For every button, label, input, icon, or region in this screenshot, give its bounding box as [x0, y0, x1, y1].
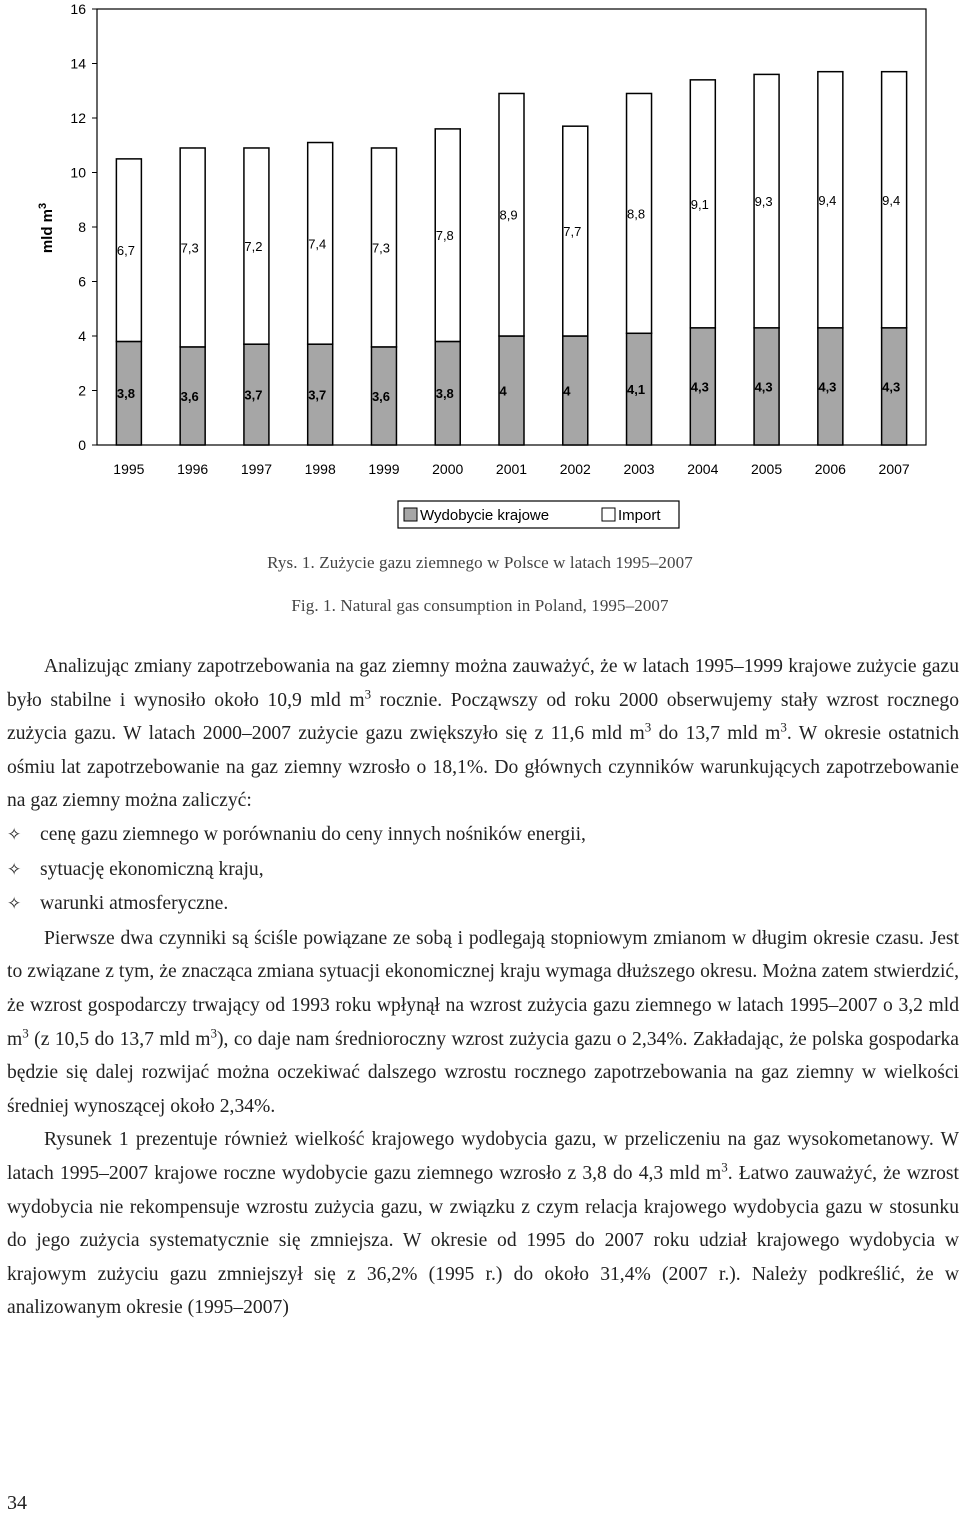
- y-tick-label: 2: [78, 382, 86, 399]
- data-label-domestic: 3,8: [435, 386, 454, 402]
- y-axis-title: [37, 203, 56, 253]
- data-label-domestic: 3,7: [308, 387, 327, 403]
- figure-caption-en: Fig. 1. Natural gas consumption in Poland, 1995–2007: [291, 596, 669, 615]
- p3-sup-1: 3: [721, 1159, 728, 1175]
- page-number: 34: [7, 1492, 27, 1514]
- y-axis-title-sup: 3: [37, 202, 49, 209]
- paragraph-1: [7, 650, 959, 818]
- bullet-item: [7, 818, 959, 853]
- bullet-item: [7, 887, 959, 922]
- bullet-text: cenę gazu ziemnego w porównaniu do ceny innych nośników energii,: [40, 823, 586, 845]
- data-label-import: 7,2: [244, 239, 263, 255]
- body-text: [7, 650, 959, 1325]
- y-tick-label: 0: [78, 437, 86, 453]
- data-label-domestic: 4,3: [690, 379, 709, 395]
- data-label-import: 7,3: [180, 240, 199, 256]
- bullet-star-icon: ✧: [7, 894, 22, 915]
- p1-sup-1: 3: [364, 686, 372, 702]
- data-label-domestic: 4,3: [882, 379, 901, 395]
- data-label-domestic: 3,7: [244, 387, 263, 403]
- y-tick-label: 14: [70, 55, 86, 72]
- y-tick-label: 6: [78, 273, 86, 290]
- gas-consumption-chart: [0, 0, 960, 540]
- p2-text-c: ), co daje nam średnioroczny wzrost zużycia gazu o 2,34%. Zakładając, że polska gospodarka będzie się dalej rozwijać można oczekiwać dalszego wzrostu rocznego zapotrzebowania na gaz ziemny w wielkości średniej wynoszącej około 2,34%.: [7, 1028, 959, 1117]
- data-label-import: 6,7: [116, 243, 135, 259]
- data-label-domestic: 4: [563, 383, 571, 399]
- data-label-domestic: 4: [499, 383, 507, 399]
- data-label-import: 9,4: [818, 192, 837, 208]
- p1-text-c: do 13,7 mld m: [651, 723, 781, 745]
- data-label-domestic: 4,3: [818, 379, 837, 395]
- x-tick-label: 1995: [113, 461, 145, 477]
- legend-label-import: Import: [618, 507, 661, 524]
- data-label-import: 9,4: [882, 192, 901, 208]
- bullet-text: sytuację ekonomiczną kraju,: [40, 858, 264, 880]
- y-tick-label: 4: [78, 328, 86, 344]
- legend-swatch-import: [602, 508, 615, 521]
- y-tick-label: 12: [70, 110, 86, 126]
- p2-text-b: (z 10,5 do 13,7 mld m: [28, 1028, 211, 1050]
- p2-sup-1: 3: [22, 1025, 29, 1040]
- data-label-domestic: 4,3: [754, 379, 773, 395]
- bullet-star-icon: ✧: [7, 859, 22, 880]
- data-label-domestic: 3,6: [180, 388, 199, 404]
- data-label-import: 8,9: [499, 207, 518, 223]
- y-tick-label: 16: [70, 1, 86, 17]
- data-label-import: 7,3: [371, 240, 391, 256]
- x-tick-label: 2000: [432, 461, 464, 477]
- x-tick-label: 2005: [750, 461, 783, 477]
- p3-text-b: . Łatwo zauważyć, że wzrost wydobycia nie rekompensuje wzrostu zużycia gazu, w związku z czym relacja krajowego wydobycia gazu w stosunku do jego zużycia systematycznie się zmniejsza. W okresie od 1995 do 2007 roku udział krajowego wydobycia w krajowym zużyciu gazu zmniejszył się z 36,2% (1995 r.) do około 31,4% (2007 r.). Należy podkreślić, że w analizowanym okresie (1995–2007): [7, 1162, 959, 1319]
- p1-text-d: . W okresie ostatnich ośmiu lat zapotrzebowanie na gaz ziemny wzrosło o 18,1%. Do głównych czynników warunkujących zapotrzebowanie na gaz ziemny można zaliczyć:: [7, 723, 960, 812]
- bullet-star-icon: ✧: [7, 824, 22, 845]
- x-tick-label: 2007: [878, 461, 910, 477]
- p2-text-a: Pierwsze dwa czynniki są ściśle powiązane ze sobą i podlegają stopniowym zmianom w długim okresie czasu. Jest to związane z tym, że znacząca zmiana sytuacji ekonomicznej kraju wymaga dłuższego okresu. Można zatem stwierdzić, że wzrost gospodarczy trwający od 1993 roku wpłynął na wzrost zużycia gazu ziemnego w latach 1995–2007 o 3,2 mld m: [7, 927, 959, 1050]
- p1-text-a: Analizując zmiany zapotrzebowania na gaz ziemny można zauważyć, że w latach 1995–1999 krajowe zużycie gazu było stabilne i wynosiło około 10,9 mld m: [7, 656, 959, 711]
- x-tick-label: 2003: [623, 461, 655, 477]
- p2-sup-2: 3: [210, 1025, 217, 1040]
- data-label-import: 8,8: [627, 206, 646, 222]
- x-tick-label: 1996: [177, 461, 209, 477]
- y-axis: [70, 1, 97, 453]
- p1-text-b: rocznie. Począwszy od roku 2000 obserwujemy stały wzrost rocznego zużycia gazu. W latach 2000–2007 zużycie gazu zwiększyło się z 11,6 mld m: [7, 689, 959, 745]
- x-axis: [113, 461, 910, 477]
- p3-text-a: Rysunek 1 prezentuje również wielkość krajowego wydobycia gazu, w przeliczeniu na gaz wysokometanowy. W latach 1995–2007 krajowe roczne wydobycie gazu ziemnego wzrosło z 3,8 do 4,3 mld m: [7, 1129, 959, 1184]
- data-label-import: 7,7: [563, 224, 582, 240]
- p1-sup-3: 3: [780, 719, 787, 735]
- data-label-import: 7,4: [308, 236, 327, 252]
- x-tick-label: 2002: [559, 461, 591, 477]
- bullet-text: warunki atmosferyczne.: [40, 893, 229, 915]
- paragraph-2: [7, 922, 959, 1124]
- p1-sup-2: 3: [644, 719, 652, 735]
- data-label-import: 9,1: [690, 196, 709, 212]
- x-tick-label: 1999: [368, 461, 400, 477]
- figure-caption-pl: Rys. 1. Zużycie gazu ziemnego w Polsce w latach 1995–2007: [267, 553, 693, 572]
- legend-swatch-domestic: [404, 508, 417, 521]
- x-tick-label: 2006: [814, 461, 846, 477]
- x-tick-label: 2004: [687, 461, 719, 477]
- data-label-domestic: 3,8: [116, 386, 135, 402]
- data-label-import: 9,3: [754, 194, 773, 210]
- paragraph-3: [7, 1123, 959, 1325]
- y-axis-title-text: mld m: [39, 208, 56, 254]
- y-tick-label: 8: [78, 219, 86, 235]
- legend-label-domestic: Wydobycie krajowe: [420, 507, 550, 524]
- y-tick-label: 10: [70, 164, 86, 181]
- bullet-item: [7, 853, 959, 888]
- x-tick-label: 1998: [304, 461, 336, 477]
- data-label-import: 7,8: [435, 228, 454, 244]
- legend: [398, 501, 679, 528]
- x-tick-label: 1997: [240, 461, 273, 477]
- data-label-domestic: 4,1: [627, 382, 646, 398]
- x-tick-label: 2001: [495, 461, 528, 477]
- data-label-domestic: 3,6: [371, 388, 391, 404]
